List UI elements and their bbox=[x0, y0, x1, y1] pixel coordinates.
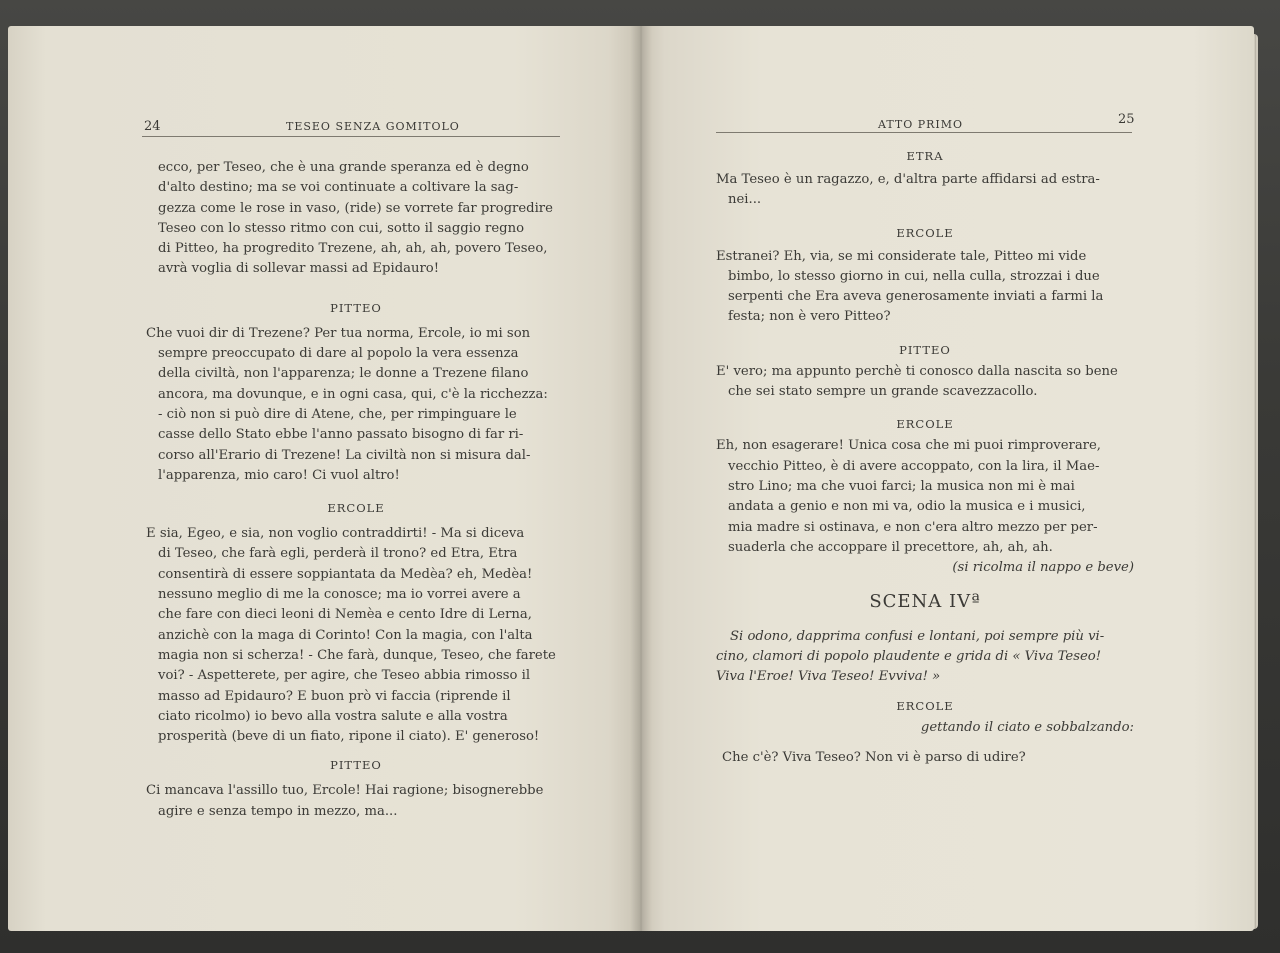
right-page-number: 25 bbox=[1118, 112, 1135, 127]
text-line: stro Lino; ma che vuoi farci; la musica non mi è mai bbox=[728, 478, 1075, 494]
text-line: serpenti che Era aveva generosamente inviati a farmi la bbox=[728, 289, 1104, 305]
text-line: anzichè con la maga di Corinto! Con la magia, con l'alta bbox=[158, 627, 533, 643]
text-line: cino, clamori di popolo plaudente e grida di « Viva Teseo! bbox=[716, 649, 1102, 665]
speaker-name: ETRA bbox=[906, 149, 944, 163]
text-line: prosperità (beve di un fiato, ripone il ciato). E' generoso! bbox=[158, 729, 540, 745]
text-line: bimbo, lo stesso giorno in cui, nella culla, strozzai i due bbox=[728, 268, 1100, 284]
opening-speech bbox=[146, 158, 566, 280]
open-book bbox=[8, 26, 1256, 931]
speech bbox=[716, 436, 1134, 558]
text-line: di Pitteo, ha progredito Trezene, ah, ah, ah, povero Teseo, bbox=[158, 241, 548, 257]
left-header-rule bbox=[142, 136, 560, 137]
speaker-name: ERCOLE bbox=[896, 417, 954, 432]
speech bbox=[716, 247, 1134, 328]
text-line: ancora, ma dovunque, e in ogni casa, qui, c'è la ricchezza: bbox=[158, 386, 548, 402]
speech bbox=[146, 524, 566, 747]
speech bbox=[146, 324, 566, 486]
text-line: Teseo con lo stesso ritmo con cui, sotto il saggio regno bbox=[158, 220, 525, 236]
left-text-block bbox=[146, 158, 566, 822]
text-line: sempre preoccupato di dare al popolo la vera essenza bbox=[158, 346, 519, 362]
text-line: Viva l'Eroe! Viva Teseo! Evviva! » bbox=[716, 669, 941, 685]
text-line: Ci mancava l'assillo tuo, Ercole! Hai ragione; bisognerebbe bbox=[146, 783, 544, 799]
text-line: che sei stato sempre un grande scavezzacollo. bbox=[728, 384, 1038, 400]
text-line: - ciò non si può dire di Atene, che, per rimpinguare le bbox=[158, 406, 517, 422]
text-line: voi? - Aspetterete, per agire, che Teseo abbia rimosso il bbox=[158, 668, 531, 684]
text-line: gezza come le rose in vaso, (ride) se vorrete far progredire bbox=[158, 200, 553, 216]
text-line: nessuno meglio di me la conosce; ma io vorrei avere a bbox=[158, 587, 521, 603]
text-line: Ma Teseo è un ragazzo, e, d'altra parte affidarsi ad estra- bbox=[716, 172, 1100, 187]
text-line: Eh, non esagerare! Unica cosa che mi puoi rimproverare, bbox=[716, 438, 1101, 454]
text-line: nei... bbox=[728, 192, 762, 208]
text-line: consentirà di essere soppiantata da Medèa? eh, Medèa! bbox=[158, 566, 533, 582]
text-line: masso ad Epidauro? E buon prò vi faccia (riprende il bbox=[158, 688, 511, 704]
left-page bbox=[8, 26, 640, 931]
text-line: corso all'Erario di Trezene! La civiltà non si misura dal- bbox=[158, 447, 531, 463]
text-line: Che vuoi dir di Trezene? Per tua norma, Ercole, io mi son bbox=[146, 325, 531, 341]
text-line: d'alto destino; ma se voi continuate a coltivare la sag- bbox=[158, 180, 519, 196]
text-line: della civiltà, non l'apparenza; le donne a Trezene filano bbox=[158, 366, 529, 382]
speaker-name: PITTEO bbox=[330, 758, 382, 773]
left-running-head: TESEO SENZA GOMITOLO bbox=[286, 120, 460, 133]
scene-stage-direction bbox=[716, 627, 1134, 688]
stage-direction: (si ricolma il nappo e beve) bbox=[952, 560, 1134, 576]
text-line: di Teseo, che farà egli, perderà il trono? ed Etra, Etra bbox=[158, 546, 518, 562]
book-gutter bbox=[630, 26, 652, 931]
text-line: casse dello Stato ebbe l'anno passato bisogno di far ri- bbox=[158, 427, 524, 443]
speaker-name: PITTEO bbox=[330, 300, 382, 315]
right-running-head: ATTO PRIMO bbox=[878, 118, 964, 131]
text-line: ecco, per Teseo, che è una grande speranza ed è degno bbox=[158, 160, 529, 175]
text-line: Estranei? Eh, via, se mi considerate tale, Pitteo mi vide bbox=[716, 248, 1087, 264]
left-page-number: 24 bbox=[144, 119, 161, 134]
speech bbox=[716, 362, 1134, 403]
right-page bbox=[640, 26, 1254, 931]
text-line: E sia, Egeo, e sia, non voglio contraddirti! - Ma si diceva bbox=[146, 526, 525, 542]
text-line: che fare con dieci leoni di Nemèa e cento Idre di Lerna, bbox=[158, 607, 532, 623]
text-line: agire e senza tempo in mezzo, ma... bbox=[158, 803, 398, 819]
text-line: ciato ricolmo) io bevo alla vostra salute e alla vostra bbox=[158, 708, 508, 724]
stage-direction: gettando il ciato e sobbalzando: bbox=[920, 719, 1134, 735]
text-line: andata a genio e non mi va, odio la musica e i musici, bbox=[728, 499, 1086, 515]
text-line: Si odono, dapprima confusi e lontani, poi sempre più vi- bbox=[730, 628, 1105, 644]
text-line: suaderla che accoppare il precettore, ah, ah, ah. bbox=[728, 539, 1053, 555]
text-line: Che c'è? Viva Teseo? Non vi è parso di udire? bbox=[722, 749, 1026, 765]
text-line: l'apparenza, mio caro! Ci vuol altro! bbox=[158, 467, 400, 483]
text-line: avrà voglia di sollevar massi ad Epidauro! bbox=[158, 261, 440, 277]
text-line: E' vero; ma appunto perchè ti conosco dalla nascita so bene bbox=[716, 363, 1118, 379]
speaker-name: ERCOLE bbox=[896, 698, 954, 713]
speech bbox=[716, 170, 1134, 211]
right-text-block bbox=[716, 146, 1134, 768]
text-line: mia madre si ostinava, e non c'era altro mezzo per per- bbox=[728, 519, 1098, 535]
scene-title: SCENA IVª bbox=[869, 591, 981, 613]
text-line: festa; non è vero Pitteo? bbox=[728, 309, 891, 325]
speaker-name: ERCOLE bbox=[327, 501, 385, 516]
text-line: magia non si scherza! - Che farà, dunque, Teseo, che farete bbox=[158, 647, 556, 663]
speaker-name: PITTEO bbox=[899, 342, 951, 357]
right-header-rule bbox=[716, 132, 1132, 133]
speech bbox=[146, 781, 566, 822]
speaker-name: ERCOLE bbox=[896, 225, 954, 240]
text-line: vecchio Pitteo, è di avere accoppato, con la lira, il Mae- bbox=[728, 458, 1100, 474]
